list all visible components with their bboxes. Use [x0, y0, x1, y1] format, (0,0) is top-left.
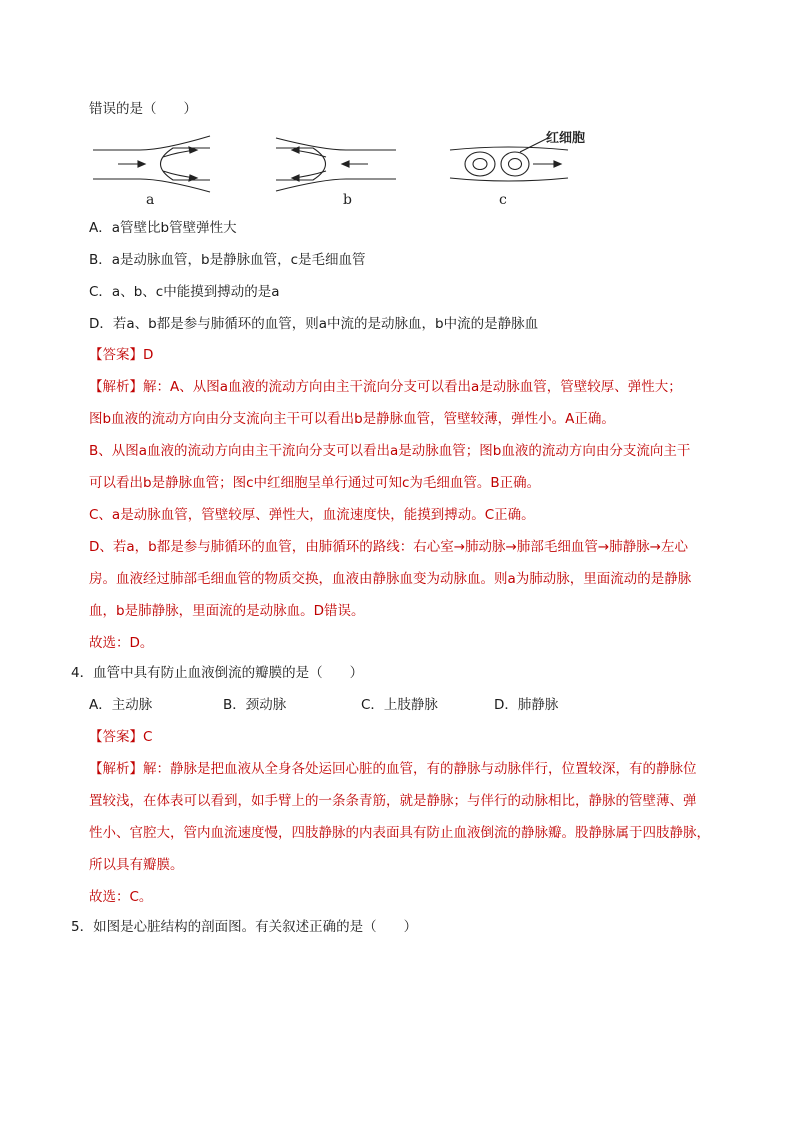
figure-c-capillary	[450, 130, 585, 208]
q3-analysis-tag: 【解析】	[89, 379, 143, 395]
q4-answer	[89, 727, 152, 747]
q4-analysis-text-1: 解：静脉是把血液从全身各处运回心脏的血管，有的静脉与动脉伴行，位置较深，有的静脉位	[143, 761, 697, 777]
q4-option-a: A．主动脉	[89, 697, 153, 713]
q3-analysis-line-8: 血，b是肺静脉，里面流的是动脉血。D错误。	[89, 603, 365, 619]
figure-c-label: c	[499, 192, 507, 208]
q3-answer-value: D	[143, 347, 154, 363]
q3-analysis-line-2: 图b血液的流动方向由分支流向主干可以看出b是静脉血管，管壁较薄，弹性小。A正确。	[89, 411, 615, 427]
q3-option-d: D．若a、b都是参与肺循环的血管，则a中流的是动脉血，b中流的是静脉血	[89, 316, 539, 332]
q4-answer-tag: 【答案】	[89, 729, 143, 745]
rbc-label: 红细胞	[546, 131, 586, 146]
q3-stem-tail: 错误的是（ ）	[89, 101, 197, 117]
q3-analysis-line-7: 房。血液经过肺部毛细血管的物质交换，血液由静脉血变为动脉血。则a为肺动脉，里面流动的是静脉	[89, 571, 692, 587]
q3-option-c: C．a、b、c中能摸到搏动的是a	[89, 284, 280, 300]
q4-option-c: C．上肢静脉	[361, 697, 438, 713]
q3-analysis-line-5: C、a是动脉血管，管壁较厚、弹性大，血流速度快，能摸到搏动。C正确。	[89, 507, 535, 523]
q3-analysis-line-1	[89, 377, 682, 397]
q4-analysis-line-4: 所以具有瓣膜。	[89, 857, 184, 873]
q3-answer	[89, 345, 153, 365]
q3-answer-tag: 【答案】	[89, 347, 143, 363]
q4-analysis-line-2: 置较浅，在体表可以看到，如手臂上的一条条青筋，就是静脉；与伴行的动脉相比，静脉的管壁薄、弹	[89, 793, 697, 809]
q3-analysis-line-3: B、从图a血液的流动方向由主干流向分支可以看出a是动脉血管；图b血液的流动方向由分支流向主干	[89, 443, 691, 459]
q4-analysis-tag: 【解析】	[89, 761, 143, 777]
q5-stem: 5．如图是心脏结构的剖面图。有关叙述正确的是（ ）	[71, 919, 418, 935]
figure-a-label: a	[146, 192, 155, 208]
blood-vessel-figure	[88, 128, 628, 208]
q4-stem: 4．血管中具有防止血液倒流的瓣膜的是（ ）	[71, 665, 364, 681]
figure-a-artery	[93, 136, 210, 208]
q3-analysis-text-1: 解：A、从图a血液的流动方向由主干流向分支可以看出a是动脉血管，管壁较厚、弹性大；	[143, 379, 682, 395]
q4-conclusion: 故选：C。	[89, 889, 153, 905]
q4-option-d: D．肺静脉	[494, 697, 559, 713]
q4-options	[89, 695, 558, 715]
q3-option-a: A．a管壁比b管壁弹性大	[89, 220, 237, 236]
q3-analysis-line-4: 可以看出b是静脉血管；图c中红细胞呈单行通过可知c为毛细血管。B正确。	[89, 475, 541, 491]
q3-analysis-line-6: D、若a，b都是参与肺循环的血管，由肺循环的路线：右心室→肺动脉→肺部毛细血管→肺静脉→左心	[89, 539, 688, 555]
q4-option-b: B．颈动脉	[223, 697, 287, 713]
q4-analysis-line-1	[89, 759, 697, 779]
q3-option-b: B．a是动脉血管，b是静脉血管，c是毛细血管	[89, 252, 366, 268]
q3-conclusion: 故选：D。	[89, 635, 154, 651]
q4-answer-value: C	[143, 729, 153, 745]
q4-analysis-line-3: 性小、官腔大，管内血流速度慢，四肢静脉的内表面具有防止血液倒流的静脉瓣。股静脉属于四肢静脉，	[89, 825, 710, 841]
figure-b-label: b	[343, 192, 352, 208]
figure-b-vein	[276, 138, 396, 208]
